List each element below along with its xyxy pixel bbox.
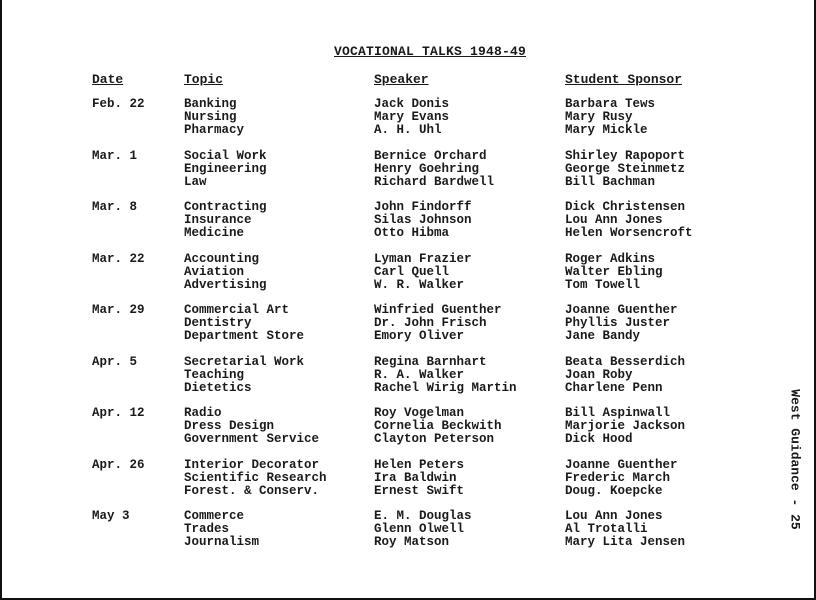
row-speakers [374, 98, 449, 137]
speakers-entry: Otto Hibma [374, 226, 450, 240]
header-topic: Topic [184, 72, 224, 87]
row-date [92, 459, 145, 472]
date-text: Mar. 29 [92, 303, 145, 317]
topics-entry: Trades [184, 522, 230, 536]
date-text: Mar. 1 [92, 149, 138, 163]
topics-entry: Commercial Art [184, 303, 290, 317]
side-note: West Guidance - 25 [787, 389, 803, 530]
row-date [92, 253, 145, 266]
document-title: VOCATIONAL TALKS 1948-49 [334, 44, 527, 59]
topics-entry: Secretarial Work [184, 355, 305, 369]
topics-entry: Pharmacy [184, 123, 245, 137]
speakers-entry: Helen Peters [374, 458, 465, 472]
sponsors-entry: Bill Bachman [565, 175, 656, 189]
sponsors-entry: Frederic March [565, 471, 671, 485]
sponsors-entry: Beata Besserdich [565, 355, 686, 369]
date-text: Apr. 5 [92, 355, 138, 369]
row-sponsors [565, 407, 685, 446]
sponsors-entry: Marjorie Jackson [565, 419, 686, 433]
topics-entry: Interior Decorator [184, 458, 320, 472]
row-sponsors [565, 304, 678, 343]
sponsors-entry: Dick Hood [565, 432, 633, 446]
page-border-left [0, 0, 2, 600]
speakers-entry: Lyman Frazier [374, 252, 472, 266]
topics-entry: Law [184, 175, 207, 189]
row-speakers [374, 407, 502, 446]
sponsors-entry: Walter Ebling [565, 265, 663, 279]
topics-entry: Government Service [184, 432, 320, 446]
topics-entry: Scientific Research [184, 471, 327, 485]
row-topics [184, 150, 267, 189]
speakers-entry: Henry Goehring [374, 162, 480, 176]
topics-entry: Medicine [184, 226, 245, 240]
sponsors-entry: Dick Christensen [565, 200, 686, 214]
topics-entry: Insurance [184, 213, 252, 227]
sponsors-entry: Charlene Penn [565, 381, 663, 395]
row-speakers [374, 201, 472, 240]
sponsors-entry: Al Trotalli [565, 522, 648, 536]
speakers-entry: Glenn Olwell [374, 522, 465, 536]
topics-entry: Radio [184, 406, 222, 420]
topics-entry: Forest. & Conserv. [184, 484, 320, 498]
topics-entry: Dress Design [184, 419, 275, 433]
row-sponsors [565, 510, 685, 549]
sponsors-entry: Joanne Guenther [565, 303, 678, 317]
sponsors-entry: Mary Rusy [565, 110, 633, 124]
speakers-entry: Rachel Wirig Martin [374, 381, 517, 395]
speakers-entry: Roy Vogelman [374, 406, 465, 420]
topics-entry: Aviation [184, 265, 245, 279]
row-topics [184, 407, 319, 446]
speakers-entry: Winfried Guenther [374, 303, 502, 317]
topics-entry: Teaching [184, 368, 245, 382]
speakers-entry: John Findorff [374, 200, 472, 214]
topics-entry: Accounting [184, 252, 260, 266]
row-speakers [374, 304, 502, 343]
sponsors-entry: Helen Worsencroft [565, 226, 693, 240]
row-sponsors [565, 253, 663, 292]
row-topics [184, 253, 267, 292]
speakers-entry: Jack Donis [374, 97, 450, 111]
row-sponsors [565, 201, 693, 240]
sponsors-entry: Joan Roby [565, 368, 633, 382]
topics-entry: Commerce [184, 509, 245, 523]
sponsors-entry: Barbara Tews [565, 97, 656, 111]
speakers-entry: Ernest Swift [374, 484, 465, 498]
row-date [92, 150, 137, 163]
speakers-entry: Roy Matson [374, 535, 450, 549]
sponsors-entry: Doug. Koepcke [565, 484, 663, 498]
row-sponsors [565, 150, 685, 189]
row-date [92, 356, 137, 369]
row-topics [184, 459, 327, 498]
header-date: Date [92, 72, 124, 87]
sponsors-entry: Tom Towell [565, 278, 641, 292]
speakers-entry: W. R. Walker [374, 278, 465, 292]
row-topics [184, 201, 267, 240]
topics-entry: Dietetics [184, 381, 252, 395]
date-text: Apr. 26 [92, 458, 145, 472]
speakers-entry: Carl Quell [374, 265, 450, 279]
topics-entry: Contracting [184, 200, 267, 214]
header-speaker: Speaker [374, 72, 429, 87]
topics-entry: Journalism [184, 535, 260, 549]
row-sponsors [565, 98, 655, 137]
topics-entry: Social Work [184, 149, 267, 163]
row-sponsors [565, 356, 685, 395]
speakers-entry: Silas Johnson [374, 213, 472, 227]
speakers-entry: Dr. John Frisch [374, 316, 487, 330]
sponsors-entry: Lou Ann Jones [565, 509, 663, 523]
row-topics [184, 510, 259, 549]
date-text: Mar. 22 [92, 252, 145, 266]
topics-entry: Advertising [184, 278, 267, 292]
speakers-entry: Richard Bardwell [374, 175, 495, 189]
sponsors-entry: George Steinmetz [565, 162, 686, 176]
row-date [92, 510, 130, 523]
speakers-entry: R. A. Walker [374, 368, 465, 382]
sponsors-entry: Shirley Rapoport [565, 149, 686, 163]
speakers-entry: A. H. Uhl [374, 123, 442, 137]
speakers-entry: E. M. Douglas [374, 509, 472, 523]
sponsors-entry: Roger Adkins [565, 252, 656, 266]
row-date [92, 201, 137, 214]
row-speakers [374, 459, 464, 498]
row-speakers [374, 510, 472, 549]
topics-entry: Dentistry [184, 316, 252, 330]
sponsors-entry: Phyllis Juster [565, 316, 671, 330]
speakers-entry: Clayton Peterson [374, 432, 495, 446]
row-date [92, 98, 145, 111]
row-sponsors [565, 459, 678, 498]
row-date [92, 304, 145, 317]
sponsors-entry: Mary Lita Jensen [565, 535, 686, 549]
row-topics [184, 98, 244, 137]
date-text: Apr. 12 [92, 406, 145, 420]
sponsors-entry: Bill Aspinwall [565, 406, 671, 420]
header-sponsor: Student Sponsor [565, 72, 683, 87]
speakers-entry: Emory Oliver [374, 329, 465, 343]
row-date [92, 407, 145, 420]
row-topics [184, 356, 304, 395]
speakers-entry: Ira Baldwin [374, 471, 457, 485]
speakers-entry: Bernice Orchard [374, 149, 487, 163]
sponsors-entry: Joanne Guenther [565, 458, 678, 472]
date-text: May 3 [92, 509, 130, 523]
topics-entry: Banking [184, 97, 237, 111]
row-speakers [374, 356, 517, 395]
row-speakers [374, 253, 472, 292]
topics-entry: Engineering [184, 162, 267, 176]
speakers-entry: Regina Barnhart [374, 355, 487, 369]
topics-entry: Nursing [184, 110, 237, 124]
sponsors-entry: Mary Mickle [565, 123, 648, 137]
date-text: Feb. 22 [92, 97, 145, 111]
sponsors-entry: Jane Bandy [565, 329, 641, 343]
speakers-entry: Mary Evans [374, 110, 450, 124]
date-text: Mar. 8 [92, 200, 138, 214]
row-topics [184, 304, 304, 343]
sponsors-entry: Lou Ann Jones [565, 213, 663, 227]
row-speakers [374, 150, 494, 189]
topics-entry: Department Store [184, 329, 305, 343]
speakers-entry: Cornelia Beckwith [374, 419, 502, 433]
